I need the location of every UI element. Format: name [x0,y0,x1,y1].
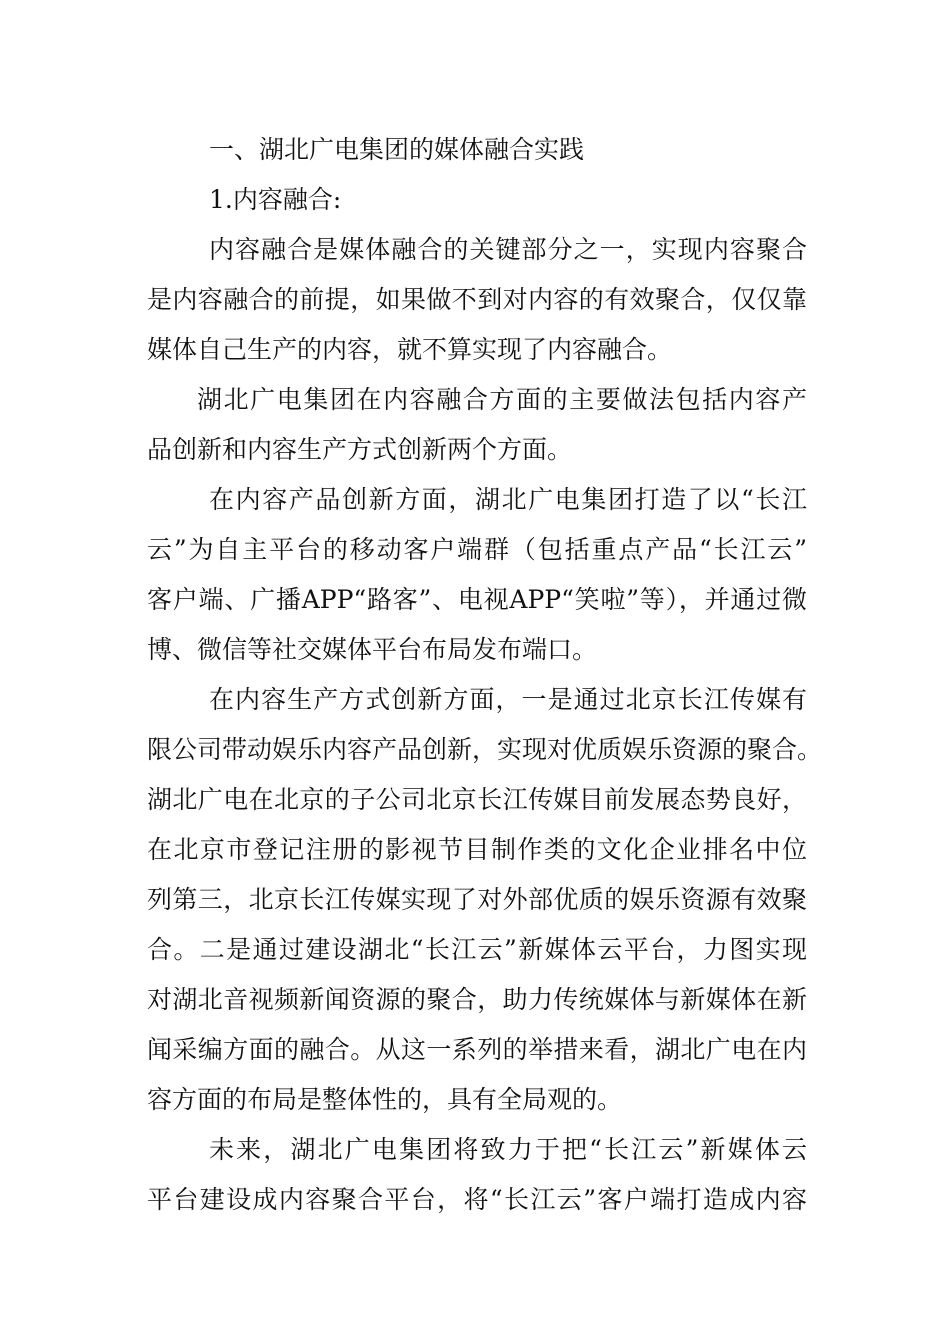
paragraph-line: 容方面的布局是整体性的，具有全局观的。 [147,1085,623,1114]
paragraph-line: 内容融合是媒体融合的关键部分之一，实现内容聚合 [209,235,807,264]
paragraph-line: 列第三，北京长江传媒实现了对外部优质的娱乐资源有效聚 [147,885,807,914]
subsection-heading: 1.内容融合: [209,185,342,214]
paragraph-line: 在内容生产方式创新方面，一是通过北京长江传媒有 [209,685,807,714]
section-heading: 一、湖北广电集团的媒体融合实践 [209,135,585,164]
paragraph-line: 在北京市登记注册的影视节目制作类的文化企业排名中位 [147,835,807,864]
paragraph-line: 对湖北音视频新闻资源的聚合，助力传统媒体与新媒体在新 [147,985,807,1014]
paragraph-line: 云”为自主平台的移动客户端群（包括重点产品“长江云” [147,535,807,564]
paragraph-line: 平台建设成内容聚合平台，将“长江云”客户端打造成内容 [147,1185,807,1214]
paragraph-line: 博、微信等社交媒体平台布局发布端口。 [147,635,598,664]
paragraph-line: 限公司带动娱乐内容产品创新，实现对优质娱乐资源的聚合。 [147,735,823,764]
paragraph-line: 品创新和内容生产方式创新两个方面。 [147,435,573,464]
paragraph-line: 闻采编方面的融合。从这一系列的举措来看，湖北广电在内 [147,1035,807,1064]
paragraph-line: 媒体自己生产的内容，就不算实现了内容融合。 [147,335,673,364]
paragraph-line: 在内容产品创新方面，湖北广电集团打造了以“长江 [209,485,807,514]
paragraph-line: 湖北广电集团在内容融合方面的主要做法包括内容产 [197,385,807,414]
document-body [147,125,823,1225]
paragraph-line: 湖北广电在北京的子公司北京长江传媒目前发展态势良好， [147,785,807,814]
paragraph-line: 合。二是通过建设湖北“长江云”新媒体云平台，力图实现 [147,935,807,964]
paragraph-line: 是内容融合的前提，如果做不到对内容的有效聚合，仅仅靠 [147,285,807,314]
paragraph-line: 未来，湖北广电集团将致力于把“长江云”新媒体云 [209,1135,807,1164]
paragraph-line: 客户端、广播APP“路客”、电视APP“笑啦”等），并通过微 [147,585,807,614]
